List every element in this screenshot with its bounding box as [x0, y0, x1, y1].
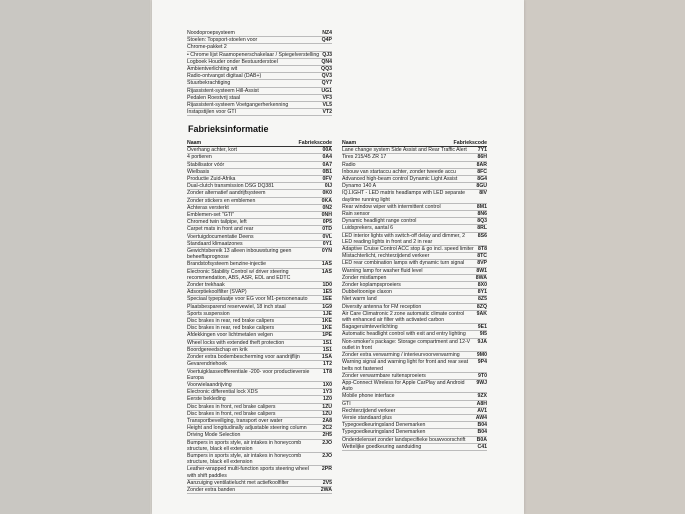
list-item: [342, 260, 487, 267]
item-code: 8VP: [477, 260, 487, 267]
item-name: Zonder extra verwarming / interieurvoorverwarming: [342, 352, 460, 359]
list-item: [187, 261, 332, 268]
list-item: [342, 437, 487, 444]
item-name: LED interior lights with switch-off delay and dimmer, 2 LED reading lights in front and 2 in rear: [342, 232, 466, 245]
background-right: [520, 0, 685, 514]
item-code: 1SA: [321, 354, 332, 361]
item-code: 8X0: [477, 282, 487, 289]
item-name: Driving Mode Selection: [187, 432, 241, 439]
item-code: 8ZQ: [476, 303, 487, 310]
list-item: [342, 373, 487, 380]
item-name: Rijassistent-systeem Hill-Assist: [187, 87, 259, 94]
list-item: [342, 444, 487, 451]
list-item: [187, 162, 332, 169]
item-code: 0B1: [322, 168, 332, 175]
item-code: B04: [477, 422, 487, 429]
item-code: 9M0: [476, 352, 487, 359]
item-code: QV3: [321, 73, 332, 80]
list-item: [187, 440, 332, 453]
item-name: Disc brakes in rear, red brake calipers: [187, 318, 275, 325]
list-item: [342, 275, 487, 282]
item-code: 1KE: [321, 325, 332, 332]
list-item: [187, 347, 332, 354]
item-name: Rijassistent-systeem Voetgangerherkenning: [187, 102, 289, 109]
item-code: 8W1: [476, 267, 487, 274]
item-code: 1EE: [322, 296, 332, 303]
item-code: 1Z0: [323, 396, 332, 403]
item-code: 1T2: [323, 361, 332, 368]
item-name: Niet warm land: [342, 296, 377, 303]
list-item: [187, 212, 332, 219]
section-title: Fabrieksinformatie: [188, 124, 269, 134]
list-item: [187, 80, 332, 87]
list-item: [187, 289, 332, 296]
item-code: 8Q3: [477, 218, 487, 225]
item-code: 8T8: [478, 246, 487, 253]
item-code: 2H5: [322, 432, 332, 439]
list-item: [187, 404, 332, 411]
item-name: Emblemen-set "GTI": [187, 212, 235, 219]
item-name: Non-smoker's package: Storage compartment and 12-V outlet in front: [342, 338, 471, 351]
item-name: Logboek Houder onder Bestuurderstoel: [187, 58, 278, 65]
item-name: Air Care Climatronic 2 zone automatic climate control with enhanced air filter with activated carbon: [342, 310, 465, 324]
item-name: Typegoedkeuringsland Denemarken: [342, 422, 426, 429]
item-name: Disc brakes in front, red brake calipers: [187, 403, 276, 410]
item-name: Versie standaard plus: [342, 414, 392, 421]
list-item: [187, 332, 332, 339]
list-item: [187, 318, 332, 325]
list-item: [187, 382, 332, 389]
item-name: Radio: [342, 161, 356, 168]
item-name: Productie Zuid-Afrika: [187, 176, 236, 183]
item-code: 8M1: [476, 203, 487, 210]
item-name: Advanced high-beam control Dynamic Light Assist: [342, 176, 458, 183]
item-name: Diversity antenna for FM reception: [342, 303, 422, 310]
list-item: [187, 109, 332, 116]
list-item: [342, 154, 487, 161]
list-item: [342, 218, 487, 225]
list-item: [187, 52, 332, 59]
list-item: [187, 102, 332, 109]
item-code: B04: [477, 429, 487, 436]
item-name: Achteras versterkt: [187, 204, 229, 211]
item-name: Eerste bekleding: [187, 396, 226, 403]
item-code: 2A8: [322, 417, 332, 424]
item-name: Dynamo 140 A: [342, 183, 377, 190]
item-name: Stabilisator vóór: [187, 161, 225, 168]
list-item: [187, 354, 332, 361]
item-name: Chromed twin tailpipe, left: [187, 219, 247, 226]
item-name: Zonder alternatief aandrijfsysteem: [187, 190, 266, 197]
item-name: LED rear combination lamps with dynamic turn signal: [342, 260, 465, 267]
item-name: Wielbasis: [187, 168, 210, 175]
list-item: [342, 233, 487, 246]
list-item: [187, 325, 332, 332]
list-item: [342, 282, 487, 289]
list-item: [187, 205, 332, 212]
item-name: Dual-clutch transmission DSG DQ381: [187, 183, 275, 190]
list-item: [187, 241, 332, 248]
item-name: Automatic headlight control with exit and entry lighting: [342, 331, 466, 338]
item-code: 8FC: [477, 168, 487, 175]
list-item: [187, 190, 332, 197]
item-name: Zonder verwarmbare ruitensproeiers: [342, 372, 426, 379]
item-name: Ambientverlichting wit: [187, 66, 238, 73]
item-code: C41: [477, 443, 487, 450]
item-name: Zonder extra bodembescherming voor aandrijflijn: [187, 354, 300, 361]
right-column-header: [342, 140, 487, 147]
item-code: 0A7: [322, 161, 332, 168]
item-code: 2JO: [322, 439, 332, 446]
item-code: 1G9: [322, 303, 332, 310]
list-item: [187, 44, 332, 51]
list-item: [342, 147, 487, 154]
item-code: 9ZX: [477, 393, 487, 400]
right-rows: [342, 147, 487, 451]
item-code: 1S1: [322, 339, 332, 346]
paper-sheet: [152, 0, 524, 514]
list-item: [187, 396, 332, 403]
item-name: Lane change system Side Assist and Rear Traffic Alert: [342, 147, 467, 154]
item-code: 8Z5: [478, 296, 487, 303]
item-name: Radio-ontvangst digitaal (DAB+): [187, 73, 262, 80]
list-item: [187, 304, 332, 311]
item-name: Voorwielaandrijving: [187, 381, 232, 388]
item-name: Adaptive Cruise Control ACC stop & go incl. speed limiter: [342, 246, 474, 253]
item-code: 2C2: [322, 425, 332, 432]
item-name: GTI: [342, 400, 351, 407]
item-name: Stuurbekrachtiging: [187, 80, 231, 87]
item-code: 1S1: [322, 346, 332, 353]
item-name: Adsorptiekoolfilter (SVAP): [187, 289, 247, 296]
item-code: 9T0: [478, 372, 487, 379]
list-item: [342, 253, 487, 260]
list-item: [187, 389, 332, 396]
item-code: 2PR: [321, 466, 332, 473]
right-column: [342, 140, 487, 451]
list-item: [187, 418, 332, 425]
item-code: 1AS: [321, 261, 332, 268]
list-item: [187, 487, 332, 494]
list-item: [187, 411, 332, 418]
left-column: [187, 140, 332, 494]
item-name: Dubbeltoonige claxon: [342, 289, 392, 296]
list-item: [187, 248, 332, 261]
list-item: [187, 95, 332, 102]
list-item: [342, 183, 487, 190]
list-item: [342, 415, 487, 422]
item-name: Luidsprekers, aantal 6: [342, 225, 394, 232]
item-code: 8S6: [477, 232, 487, 239]
list-item: [187, 311, 332, 318]
item-code: 0K0: [322, 190, 332, 197]
item-code: QN4: [321, 58, 332, 65]
item-name: Zonder koplampsproeiers: [342, 282, 401, 289]
list-item: [342, 380, 487, 393]
item-code: AW4: [475, 414, 487, 421]
item-code: 0KA: [321, 197, 332, 204]
item-name: Zonder extra banden: [187, 486, 236, 493]
item-code: 1PE: [322, 332, 332, 339]
item-code: 9I5: [479, 331, 487, 338]
item-code: 8TC: [477, 253, 487, 260]
item-code: 00A: [322, 147, 332, 154]
list-item: [342, 429, 487, 436]
item-name: Zonder trekhaak: [187, 282, 225, 289]
list-item: [342, 296, 487, 303]
list-item: [342, 339, 487, 352]
list-item: [187, 37, 332, 44]
item-code: 0TD: [322, 226, 332, 233]
item-name: Sports suspension: [187, 310, 230, 317]
header-code: Fabriekscode: [298, 140, 332, 146]
header-code: Fabriekscode: [453, 140, 487, 146]
item-name: Plaatsbesparend reservewiel, 18 inch staal: [187, 303, 286, 310]
item-name: Chrome-pakket 2: [187, 44, 227, 51]
list-item: [342, 422, 487, 429]
item-name: Aanzuiging ventilatielucht met actiefkoolfilter: [187, 479, 289, 486]
list-item: [342, 289, 487, 296]
item-code: 1ZU: [322, 403, 332, 410]
list-item: [342, 311, 487, 324]
item-name: Onderdelenset zonder landspecifieke bouwvoorschrift: [342, 436, 466, 443]
item-code: 9AK: [476, 310, 487, 317]
item-name: Rechterzijdend verkeer: [342, 407, 396, 414]
item-name: IQ.LIGHT - LED matrix headlamps with LED separate daytime running light: [342, 190, 466, 203]
item-code: 1E5: [322, 289, 332, 296]
list-item: [187, 340, 332, 347]
item-name: Carpet mats in front and rear: [187, 226, 254, 233]
item-code: B0A: [476, 436, 487, 443]
list-item: [187, 219, 332, 226]
list-item: [187, 88, 332, 95]
list-item: [187, 480, 332, 487]
list-item: [187, 425, 332, 432]
item-name: Warning lamp for washer fluid level: [342, 267, 423, 274]
item-code: 8IV: [479, 190, 487, 197]
item-code: 9P4: [477, 359, 487, 366]
item-code: 2WA: [320, 486, 332, 493]
item-name: Disc brakes in front, red brake calipers: [187, 410, 276, 417]
item-name: Pedalen Roestvrij staal: [187, 94, 241, 101]
item-code: 1Y3: [322, 389, 332, 396]
list-item: [187, 147, 332, 154]
options-list: [187, 30, 332, 116]
list-item: [187, 361, 332, 368]
item-code: 0NH: [321, 212, 332, 219]
item-name: Height and longitudinally adjustable steering column: [187, 425, 307, 432]
list-item: [187, 282, 332, 289]
item-code: UG1: [321, 87, 332, 94]
item-name: Inbouw van startaccu achter, zonder tweede accu: [342, 168, 456, 175]
item-code: 86H: [477, 154, 487, 161]
list-item: [187, 296, 332, 303]
item-code: 0FV: [322, 176, 332, 183]
item-code: 2JO: [322, 452, 332, 459]
item-code: 1KE: [321, 318, 332, 325]
list-item: [342, 359, 487, 372]
list-item: [342, 225, 487, 232]
item-name: Warning signal and warning light for front and rear seat belts not fastened: [342, 359, 469, 372]
list-item: [342, 408, 487, 415]
item-code: 8Y1: [477, 289, 487, 296]
item-name: Standaard klimaatzones: [187, 240, 243, 247]
list-item: [187, 176, 332, 183]
item-code: 8RL: [477, 225, 487, 232]
list-item: [342, 401, 487, 408]
item-name: Zonder stickers en emblemen: [187, 197, 256, 204]
item-name: Tires 215/45 ZR 17: [342, 154, 387, 161]
item-code: 2V5: [322, 479, 332, 486]
item-code: 1T8: [323, 368, 332, 375]
item-name: Wettelijke goedkeuring aanduiding: [342, 443, 422, 450]
list-item: [342, 204, 487, 211]
item-code: 8G4: [477, 176, 487, 183]
item-code: 7Y1: [477, 147, 487, 154]
item-name: Mobile phone interface: [342, 393, 395, 400]
item-name: Leather-wrapped multi-function sports steering wheel with shift paddles: [187, 466, 309, 479]
item-name: Noodoproepsysteem: [187, 30, 235, 36]
item-name: Typegoedkeuringsland Denemarken: [342, 429, 426, 436]
list-item: [187, 169, 332, 176]
list-item: [187, 154, 332, 161]
item-name: Rear window wiper with intermittent control: [342, 203, 441, 210]
item-code: 0N2: [322, 204, 332, 211]
list-item: [187, 73, 332, 80]
item-name: Afdekkingen voor lichtmetalen velgen: [187, 332, 273, 339]
list-item: [187, 234, 332, 241]
item-code: 9WJ: [476, 379, 487, 386]
list-item: [187, 453, 332, 466]
list-item: [342, 331, 487, 338]
item-name: Rain sensor: [342, 211, 370, 218]
list-item: [342, 352, 487, 359]
item-name: Voertuigklasseoffferentiale -200- voor productieversie Europa: [187, 368, 310, 381]
item-code: 1D0: [322, 282, 332, 289]
item-name: Transportbeveiliging, transport over water: [187, 417, 283, 424]
item-code: 0A4: [322, 154, 332, 161]
list-item: [187, 198, 332, 205]
item-code: 0IJ: [324, 183, 332, 190]
list-item: [342, 304, 487, 311]
item-code: VL5: [322, 102, 332, 109]
list-item: [187, 226, 332, 233]
list-item: [187, 432, 332, 439]
item-name: App-Connect Wireless for Apple CarPlay and Android Auto: [342, 379, 465, 393]
item-code: 8WA: [475, 274, 487, 281]
header-name: Naam: [342, 140, 357, 146]
list-item: [342, 176, 487, 183]
item-code: 1AS: [321, 268, 332, 275]
list-item: [342, 190, 487, 203]
item-code: A8H: [476, 400, 487, 407]
item-code: 1X0: [322, 381, 332, 388]
item-name: Bumpers in sports style, air intakes in honeycomb structure, black ell extension: [187, 452, 302, 466]
item-code: QJ3: [322, 51, 332, 58]
header-name: Naam: [187, 140, 202, 146]
list-item: [187, 59, 332, 66]
item-code: 8AR: [476, 161, 487, 168]
item-name: Stoelen: Topsport-stoelen voor: [187, 37, 258, 44]
item-name: 4 portieren: [187, 154, 212, 161]
list-item: [342, 211, 487, 218]
list-item: [342, 246, 487, 253]
item-name: Voertuigdocumentatie Deens: [187, 233, 254, 240]
item-code: 0VL: [322, 233, 332, 240]
item-name: Speciaal typeplaatje voor EG voor M1-personenauto: [187, 296, 308, 303]
item-code: 0Y1: [322, 240, 332, 247]
item-name: Mistachterlicht, rechterzijdend verkeer: [342, 253, 430, 260]
list-item: [187, 466, 332, 479]
left-rows: [187, 147, 332, 494]
item-name: Gevarendriehoek: [187, 361, 227, 368]
item-code: 1ZU: [322, 410, 332, 417]
item-name: Brandstofsysteem benzine-injectie: [187, 261, 267, 268]
list-item: [187, 183, 332, 190]
item-code: AV1: [477, 407, 487, 414]
item-name: Instapstijlen voor GTI: [187, 109, 237, 116]
list-item: [187, 269, 332, 282]
item-code: QQ3: [321, 66, 332, 73]
background-left: [0, 0, 150, 514]
item-name: Dynamic headlight range control: [342, 218, 417, 225]
item-name: • Chrome lijst Raamopenerschakelaar / Spiegelverstelling: [187, 51, 320, 58]
item-code: 0P5: [322, 219, 332, 226]
item-code: VT2: [322, 109, 332, 116]
item-code: 0YN: [321, 248, 332, 255]
item-code: QY7: [321, 80, 332, 87]
item-code: 8GU: [476, 183, 487, 190]
item-name: Bagageruimteverlichting: [342, 324, 398, 331]
item-name: Boordgereedschap en krik: [187, 346, 248, 353]
item-code: NZ4: [322, 30, 332, 36]
list-item: [342, 162, 487, 169]
list-item: [342, 268, 487, 275]
item-name: Overhang achter, kort: [187, 147, 237, 154]
item-code: 8N6: [477, 211, 487, 218]
item-name: Disc brakes in rear, red brake calipers: [187, 325, 275, 332]
item-name: Wheel locks with extended theft protection: [187, 339, 285, 346]
item-name: Electronic Stability Control w/ driver steering recommendation, ABS, ASR, EDL and EDTC: [187, 268, 291, 281]
list-item: [187, 369, 332, 382]
item-code: VF3: [322, 94, 332, 101]
item-code: 9E1: [477, 324, 487, 331]
item-name: Zonder mistlampen: [342, 274, 387, 281]
item-name: Bumpers in sports style, air intakes in honeycomb structure, black ell extension: [187, 439, 302, 452]
list-item: [342, 169, 487, 176]
item-code: 1JE: [322, 310, 332, 317]
item-name: Gewichtsbereik 13 alleen inbouwsturing geen beheeffaprognose: [187, 248, 292, 261]
list-item: [187, 30, 332, 37]
item-code: 9JA: [477, 338, 487, 345]
item-name: Electronic differential lock XDS: [187, 389, 258, 396]
list-item: [342, 324, 487, 331]
left-column-header: [187, 140, 332, 147]
item-code: Q4P: [321, 37, 332, 44]
list-item: [187, 66, 332, 73]
list-item: [342, 393, 487, 400]
